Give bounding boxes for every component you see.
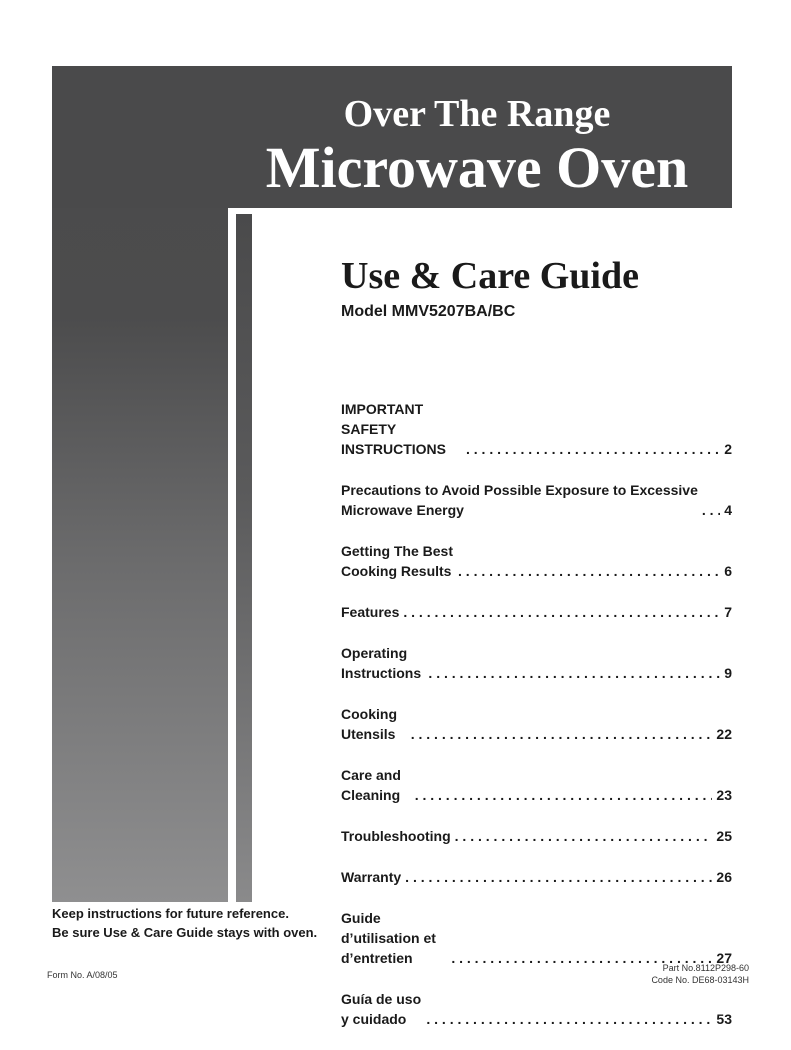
guide-title: Use & Care Guide [341,255,639,297]
note-line2: Be sure Use & Care Guide stays with oven. [52,925,318,940]
toc-label: Features [341,604,400,620]
toc-page: 7 [724,604,732,620]
toc-label: Troubleshooting [341,828,451,844]
toc-label: Getting The Best Cooking Results [341,543,454,579]
toc-page: 53 [716,1011,732,1027]
toc-page: 22 [716,726,732,742]
toc-leader [415,785,713,805]
title-microwave-oven: Microwave Oven [265,135,689,200]
toc-entry-precautions[interactable] [341,480,732,520]
toc-leader [455,826,713,846]
toc-entry-features[interactable] [341,602,732,622]
form-number: Form No. A/08/05 [47,970,118,980]
table-of-contents [341,399,732,1050]
part-number: Part No.8112P298-60 [662,963,749,973]
toc-label-line2: Microwave Energy [341,502,464,518]
note-line1: Keep instructions for future reference. [52,906,289,921]
toc-label: Guía de uso y cuidado [341,991,422,1027]
toc-label: IMPORTANT SAFETY INSTRUCTIONS [341,401,446,457]
toc-entry-safety[interactable] [341,399,732,459]
toc-label-line1: Precautions to Avoid Possible Exposure to Excessive [341,482,698,498]
toc-label: Care and Cleaning [341,767,401,803]
toc-leader [466,439,720,459]
toc-leader [702,500,720,520]
toc-label: Cooking Utensils [341,706,397,742]
toc-entry-french-guide[interactable] [341,908,732,968]
model-number: Model MMV5207BA/BC [341,303,516,320]
toc-page: 23 [716,787,732,803]
toc-page: 27 [716,950,732,966]
title-over-the-range: Over The Range [343,93,611,135]
code-number: Code No. DE68-03143H [651,975,749,985]
toc-label: Guide d’utilisation et d’entretien [341,910,436,966]
toc-page: 2 [724,441,732,457]
toc-leader [428,663,720,683]
toc-label: Operating Instructions [341,645,422,681]
toc-page: 4 [724,502,732,518]
toc-entry-cooking-utensils[interactable] [341,704,732,744]
toc-entry-warranty[interactable] [341,867,732,887]
keep-instructions-note [52,904,317,942]
toc-entry-care-cleaning[interactable] [341,765,732,805]
toc-label: Warranty [341,869,402,885]
toc-label [341,480,698,520]
part-info [651,962,749,986]
toc-leader [405,867,712,887]
toc-leader [411,724,713,744]
vertical-stripe [236,214,252,902]
toc-page: 9 [724,665,732,681]
toc-entry-spanish-guide[interactable] [341,989,732,1029]
toc-entry-cooking-results[interactable] [341,541,732,581]
toc-leader [426,1009,712,1029]
toc-page: 6 [724,563,732,579]
toc-leader [458,561,720,581]
toc-entry-troubleshooting[interactable] [341,826,732,846]
toc-page: 26 [716,869,732,885]
toc-page: 25 [716,828,732,844]
toc-leader [403,602,720,622]
toc-entry-operating-instructions[interactable] [341,643,732,683]
